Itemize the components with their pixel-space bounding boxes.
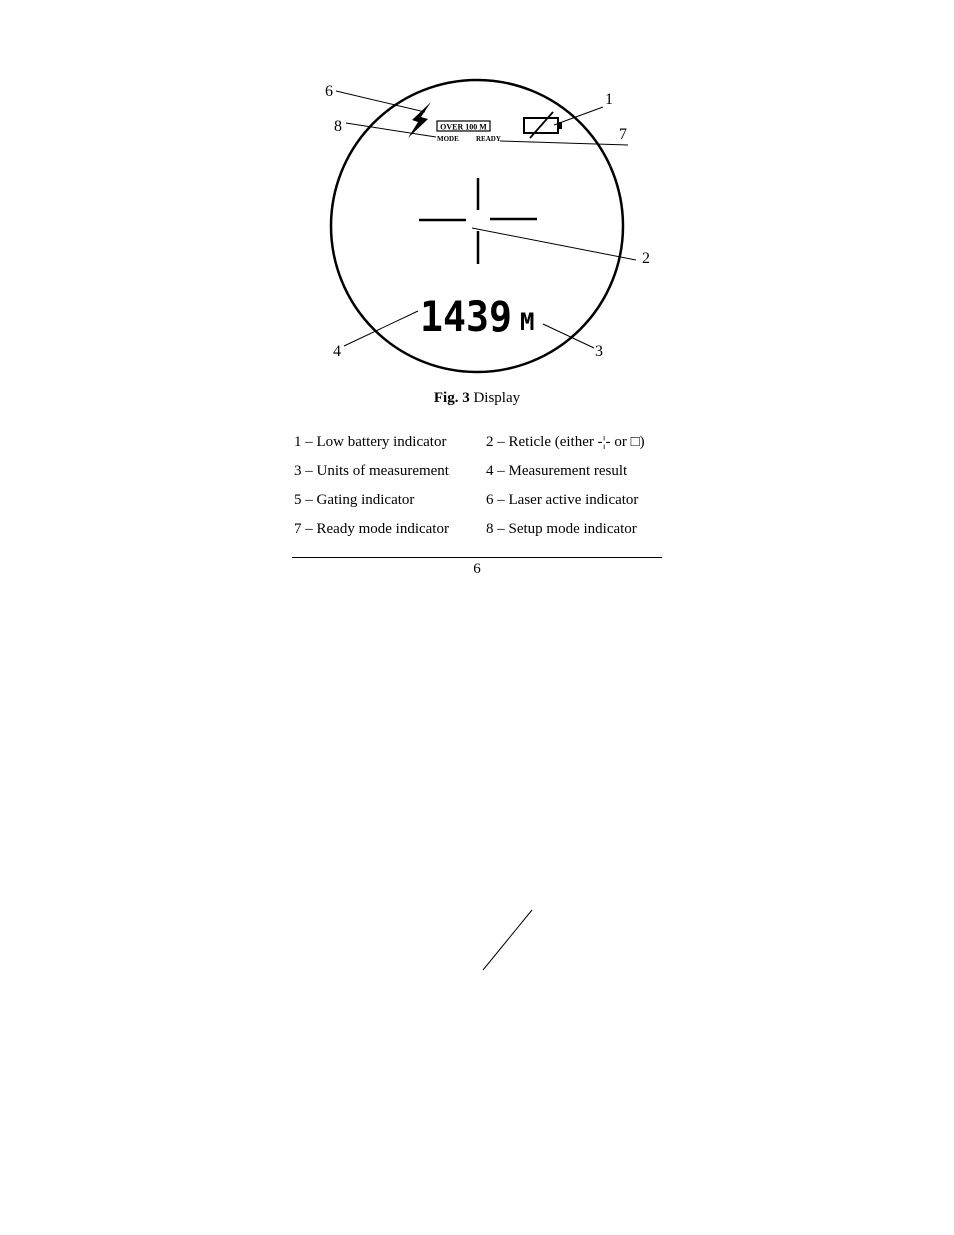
callout-8: 8	[334, 118, 342, 135]
mode-label: MODE	[437, 135, 459, 143]
measurement-result: 1439	[420, 292, 512, 341]
legend-table	[294, 434, 674, 550]
callout-1: 1	[605, 91, 613, 108]
callout-6: 6	[325, 83, 333, 100]
legend-item: 7 – Ready mode indicator	[294, 521, 449, 537]
legend-item: 3 – Units of measurement	[294, 463, 449, 479]
footer-rule	[292, 557, 662, 558]
legend-row	[294, 463, 674, 492]
caption-label: Fig. 3	[433, 390, 470, 406]
callout-2: 2	[642, 250, 650, 267]
legend-item: 5 – Gating indicator	[294, 492, 415, 508]
figure-caption	[0, 390, 954, 407]
legend-item: 2 – Reticle (either -¦- or □)	[486, 434, 645, 450]
ready-label: READY	[476, 135, 501, 143]
page-number: 6	[473, 561, 481, 577]
stray-line-mark	[483, 910, 532, 970]
laser-lightning-icon	[408, 102, 431, 138]
legend-item: 8 – Setup mode indicator	[486, 521, 637, 537]
legend-row	[294, 521, 674, 550]
legend-row	[294, 434, 674, 463]
legend-row	[294, 492, 674, 521]
callout-7: 7	[619, 126, 627, 143]
low-battery-icon	[524, 112, 562, 138]
legend-item: 6 – Laser active indicator	[486, 492, 639, 508]
callout-3: 3	[595, 343, 603, 360]
legend-item: 4 – Measurement result	[486, 463, 628, 479]
legend-item: 1 – Low battery indicator	[294, 434, 447, 450]
caption-text: Display	[473, 390, 521, 406]
units-of-measurement: M	[520, 308, 535, 336]
reticle-crosshair	[419, 178, 537, 264]
callout-4: 4	[333, 343, 341, 360]
gating-box-label: OVER 100 M	[440, 122, 487, 132]
